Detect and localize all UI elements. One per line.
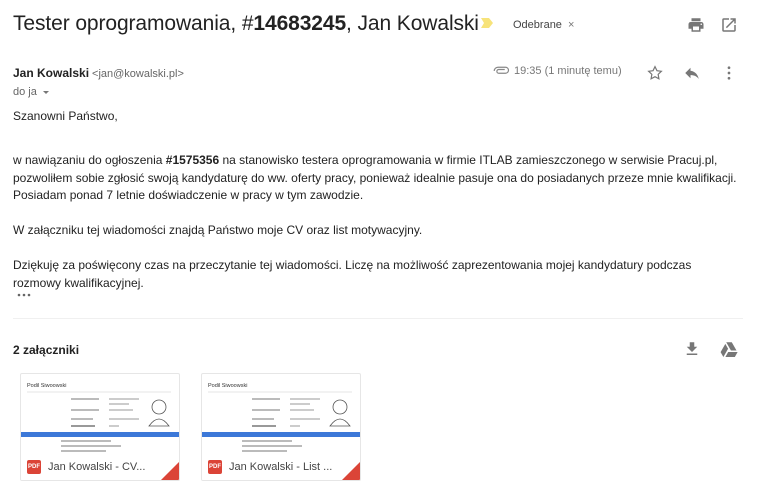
p1-line2: pozwoliłem sobie zgłosić swoją kandydaturę do ww. oferty pracy, ponieważ idealnie pasuje ona do posiadanych przeze mnie kwalifikacji. (13, 170, 737, 185)
paperclip-icon (492, 65, 510, 77)
p3-line2: rozmowy kwalifikacyjnej. (13, 275, 144, 290)
print-icon[interactable] (687, 16, 705, 34)
greeting: Szanowni Państwo, (13, 109, 118, 123)
p1-after: na stanowisko testera oprogramowania w firmie ITLAB zamieszczonego w serwisie Pracuj.pl, (219, 153, 718, 167)
doc-heading: Podil Siwoowski (208, 383, 248, 389)
message-meta (492, 65, 622, 77)
recipient-row[interactable] (13, 86, 51, 98)
recipient-label: do ja (13, 86, 37, 98)
sender-name[interactable]: Jan Kowalski (13, 66, 90, 80)
p1-line3: Posiadam ponad 7 letnie doświadczenie w pracy w tym zawodzie. (13, 188, 364, 202)
download-all-icon[interactable] (683, 340, 701, 358)
star-icon[interactable] (646, 64, 664, 82)
body-paragraph-3 (13, 257, 753, 292)
attachment-footer (21, 454, 179, 480)
subject-suffix: , Jan Kowalski (346, 12, 479, 35)
pdf-corner-marker (161, 462, 179, 480)
attachment-name: Jan Kowalski - List ... (229, 461, 333, 473)
sender-email: <jan@kowalski.pl> (92, 68, 184, 80)
body-paragraph-2: W załączniku tej wiadomości znajdą Państwo moje CV oraz list motywacyjny. (13, 223, 423, 237)
pdf-icon: PDF (27, 460, 41, 474)
label-chip-inbox (507, 16, 580, 34)
doc-heading: Podil Siwoowski (27, 383, 67, 389)
attachment-preview (202, 374, 360, 454)
attachment-list[interactable] (201, 373, 361, 481)
attachments-divider (13, 318, 743, 319)
show-trimmed-content-icon[interactable] (15, 290, 33, 300)
subject-row (13, 10, 753, 40)
body-paragraph-1 (13, 152, 753, 205)
message-time: 19:35 (1 minutę temu) (514, 65, 622, 77)
attachment-name: Jan Kowalski - CV... (48, 461, 146, 473)
p1-before: w nawiązaniu do ogłoszenia (13, 153, 166, 167)
subject-prefix: Tester oprogramowania, # (13, 12, 254, 35)
pdf-icon: PDF (208, 460, 222, 474)
attachment-preview (21, 374, 179, 454)
more-vert-icon[interactable] (720, 64, 738, 82)
sender-row (13, 66, 753, 84)
message-body (13, 108, 753, 292)
p3-line1: Dziękuję za poświęcony czas na przeczytanie tej wiadomości. Liczę na możliwość zaprezentowania mojej kandydatury podczas (13, 258, 692, 272)
save-to-drive-icon[interactable] (720, 340, 738, 358)
attachments-title: 2 załączniki (13, 343, 80, 357)
label-chip-text: Odebrane (513, 19, 562, 31)
remove-label-icon[interactable]: × (567, 19, 575, 31)
pdf-corner-marker (342, 462, 360, 480)
attachment-footer (202, 454, 360, 480)
open-in-new-window-icon[interactable] (720, 16, 738, 34)
subject-number: 14683245 (253, 12, 347, 35)
attachment-cv[interactable] (20, 373, 180, 481)
expand-details-icon[interactable] (41, 87, 51, 97)
offer-number: #1575356 (165, 153, 220, 167)
important-marker-icon[interactable] (480, 16, 494, 30)
reply-icon[interactable] (683, 64, 701, 82)
email-subject (13, 12, 479, 36)
